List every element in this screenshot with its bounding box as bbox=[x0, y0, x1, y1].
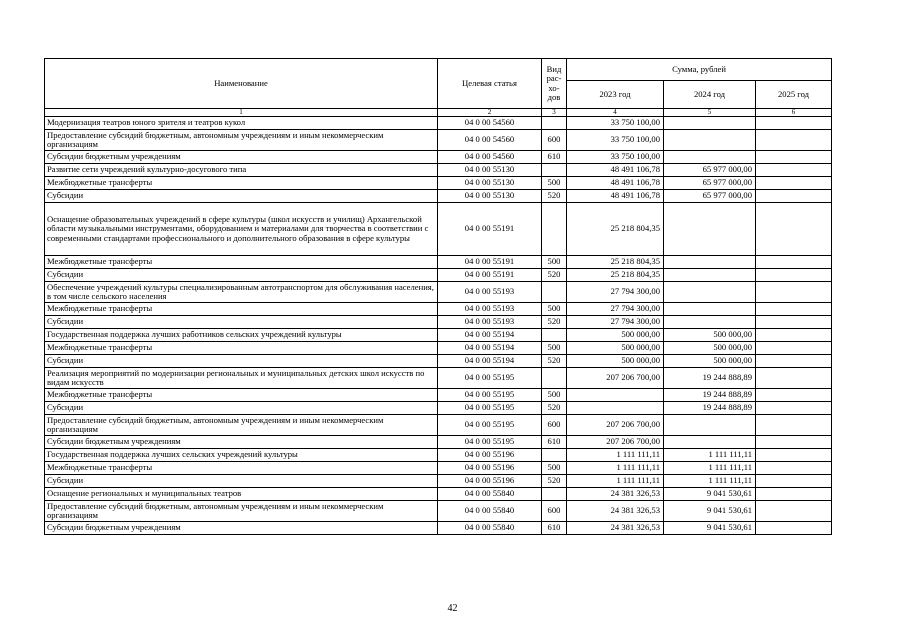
row-name: Субсидии бюджетным учреждениям bbox=[45, 436, 438, 449]
row-target-article: 04 0 00 55195 bbox=[438, 436, 542, 449]
row-sum-2023: 25 218 804,35 bbox=[567, 203, 664, 256]
row-name: Оснащение региональных и муниципальных театров bbox=[45, 488, 438, 501]
row-sum-2024: 9 041 530,61 bbox=[664, 501, 756, 522]
row-name: Субсидии bbox=[45, 355, 438, 368]
header-expense-type-line: Вид bbox=[546, 63, 562, 74]
row-sum-2025 bbox=[756, 462, 832, 475]
table-row bbox=[45, 488, 832, 501]
row-expense-type: 600 bbox=[542, 130, 567, 151]
row-sum-2024 bbox=[664, 256, 756, 269]
row-expense-type: 520 bbox=[542, 475, 567, 488]
row-sum-2025 bbox=[756, 316, 832, 329]
table-row bbox=[45, 303, 832, 316]
row-target-article: 04 0 00 55196 bbox=[438, 449, 542, 462]
row-expense-type: 500 bbox=[542, 462, 567, 475]
row-name: Государственная поддержка лучших сельских учреждений культуры bbox=[45, 449, 438, 462]
row-target-article: 04 0 00 55194 bbox=[438, 342, 542, 355]
row-sum-2024: 65 977 000,00 bbox=[664, 190, 756, 203]
row-name: Межбюджетные трансферты bbox=[45, 256, 438, 269]
header-year-2024: 2024 год bbox=[664, 81, 756, 109]
table-row bbox=[45, 151, 832, 164]
row-expense-type: 600 bbox=[542, 415, 567, 436]
row-sum-2025 bbox=[756, 282, 832, 303]
row-sum-2023: 33 750 100,00 bbox=[567, 151, 664, 164]
column-number: 4 bbox=[567, 109, 664, 117]
row-sum-2024 bbox=[664, 151, 756, 164]
row-sum-2024 bbox=[664, 415, 756, 436]
table-body bbox=[45, 117, 832, 535]
table-row bbox=[45, 190, 832, 203]
table-row bbox=[45, 415, 832, 436]
row-name: Межбюджетные трансферты bbox=[45, 303, 438, 316]
header-expense-type-line: хо- bbox=[548, 82, 560, 93]
table-row bbox=[45, 256, 832, 269]
column-number: 2 bbox=[438, 109, 542, 117]
row-sum-2023 bbox=[567, 402, 664, 415]
row-sum-2025 bbox=[756, 164, 832, 177]
row-name: Межбюджетные трансферты bbox=[45, 462, 438, 475]
row-sum-2025 bbox=[756, 303, 832, 316]
row-sum-2025 bbox=[756, 256, 832, 269]
table-row bbox=[45, 462, 832, 475]
row-sum-2025 bbox=[756, 436, 832, 449]
table-row bbox=[45, 316, 832, 329]
row-sum-2023 bbox=[567, 389, 664, 402]
row-name: Субсидии bbox=[45, 402, 438, 415]
row-sum-2024 bbox=[664, 282, 756, 303]
row-sum-2025 bbox=[756, 368, 832, 389]
row-sum-2024: 500 000,00 bbox=[664, 342, 756, 355]
row-target-article: 04 0 00 55840 bbox=[438, 501, 542, 522]
row-sum-2023: 33 750 100,00 bbox=[567, 117, 664, 130]
row-expense-type: 610 bbox=[542, 522, 567, 535]
row-sum-2024: 19 244 888,89 bbox=[664, 368, 756, 389]
row-target-article: 04 0 00 55193 bbox=[438, 303, 542, 316]
row-name: Межбюджетные трансферты bbox=[45, 177, 438, 190]
row-name: Предоставление субсидий бюджетным, автономным учреждениям и иным некоммерческим организациям bbox=[45, 501, 438, 522]
table-row bbox=[45, 329, 832, 342]
row-name: Субсидии бюджетным учреждениям bbox=[45, 151, 438, 164]
row-expense-type bbox=[542, 117, 567, 130]
row-sum-2023: 27 794 300,00 bbox=[567, 282, 664, 303]
row-sum-2023: 25 218 804,35 bbox=[567, 269, 664, 282]
row-target-article: 04 0 00 55195 bbox=[438, 368, 542, 389]
row-expense-type: 600 bbox=[542, 501, 567, 522]
row-target-article: 04 0 00 55196 bbox=[438, 462, 542, 475]
row-target-article: 04 0 00 54560 bbox=[438, 117, 542, 130]
table-row bbox=[45, 389, 832, 402]
row-expense-type bbox=[542, 488, 567, 501]
budget-table bbox=[44, 58, 832, 535]
row-name: Модернизация театров юного зрителя и театров кукол bbox=[45, 117, 438, 130]
row-expense-type: 610 bbox=[542, 436, 567, 449]
row-target-article: 04 0 00 55193 bbox=[438, 316, 542, 329]
row-expense-type: 500 bbox=[542, 389, 567, 402]
row-sum-2024 bbox=[664, 303, 756, 316]
row-name: Межбюджетные трансферты bbox=[45, 342, 438, 355]
row-target-article: 04 0 00 55191 bbox=[438, 203, 542, 256]
row-sum-2024 bbox=[664, 269, 756, 282]
row-sum-2025 bbox=[756, 177, 832, 190]
row-sum-2023: 500 000,00 bbox=[567, 342, 664, 355]
column-number: 3 bbox=[542, 109, 567, 117]
row-name: Субсидии bbox=[45, 316, 438, 329]
row-name: Оснащение образовательных учреждений в сфере культуры (школ искусств и училищ) Архангельской области музыкальными инструментами, оборудованием и материалами для творчества в соответствии с современными стандартами профессионального и дополнительного образования в сфере культуры bbox=[45, 203, 438, 256]
row-sum-2024 bbox=[664, 117, 756, 130]
row-target-article: 04 0 00 54560 bbox=[438, 130, 542, 151]
header-expense-type-line: дов bbox=[547, 91, 561, 102]
row-sum-2024: 9 041 530,61 bbox=[664, 488, 756, 501]
row-target-article: 04 0 00 55191 bbox=[438, 256, 542, 269]
row-sum-2025 bbox=[756, 522, 832, 535]
row-sum-2024: 1 111 111,11 bbox=[664, 475, 756, 488]
row-sum-2024: 19 244 888,89 bbox=[664, 402, 756, 415]
row-name: Субсидии bbox=[45, 475, 438, 488]
row-target-article: 04 0 00 55195 bbox=[438, 402, 542, 415]
row-expense-type: 520 bbox=[542, 316, 567, 329]
row-name: Предоставление субсидий бюджетным, автономным учреждениям и иным некоммерческим организациям bbox=[45, 415, 438, 436]
row-sum-2024 bbox=[664, 130, 756, 151]
budget-table-sheet bbox=[44, 58, 831, 535]
header-year-2025: 2025 год bbox=[756, 81, 832, 109]
table-row bbox=[45, 164, 832, 177]
row-expense-type: 520 bbox=[542, 402, 567, 415]
row-sum-2023: 24 381 326,53 bbox=[567, 488, 664, 501]
header-expense-type-line: рас- bbox=[546, 73, 562, 84]
row-target-article: 04 0 00 55196 bbox=[438, 475, 542, 488]
row-sum-2024: 500 000,00 bbox=[664, 329, 756, 342]
row-target-article: 04 0 00 55193 bbox=[438, 282, 542, 303]
table-row bbox=[45, 130, 832, 151]
row-sum-2025 bbox=[756, 402, 832, 415]
table-row bbox=[45, 402, 832, 415]
row-target-article: 04 0 00 54560 bbox=[438, 151, 542, 164]
row-sum-2023: 48 491 106,78 bbox=[567, 164, 664, 177]
header-sum: Сумма, рублей bbox=[567, 59, 832, 81]
row-expense-type bbox=[542, 368, 567, 389]
row-target-article: 04 0 00 55130 bbox=[438, 177, 542, 190]
row-sum-2025 bbox=[756, 269, 832, 282]
row-expense-type: 610 bbox=[542, 151, 567, 164]
row-name: Субсидии bbox=[45, 190, 438, 203]
row-sum-2024: 1 111 111,11 bbox=[664, 449, 756, 462]
table-row bbox=[45, 475, 832, 488]
row-target-article: 04 0 00 55840 bbox=[438, 488, 542, 501]
table-row bbox=[45, 177, 832, 190]
row-expense-type: 500 bbox=[542, 256, 567, 269]
row-sum-2025 bbox=[756, 415, 832, 436]
row-sum-2025 bbox=[756, 449, 832, 462]
row-expense-type bbox=[542, 203, 567, 256]
row-sum-2023: 48 491 106,78 bbox=[567, 177, 664, 190]
row-sum-2023: 25 218 804,35 bbox=[567, 256, 664, 269]
row-expense-type: 520 bbox=[542, 269, 567, 282]
row-expense-type bbox=[542, 329, 567, 342]
row-name: Реализация мероприятий по модернизации региональных и муниципальных детских школ искусств по видам искусств bbox=[45, 368, 438, 389]
column-number: 6 bbox=[756, 109, 832, 117]
row-sum-2024 bbox=[664, 316, 756, 329]
row-sum-2023: 1 111 111,11 bbox=[567, 449, 664, 462]
header-expense-type bbox=[542, 59, 567, 109]
row-name: Предоставление субсидий бюджетным, автономным учреждениям и иным некоммерческим организациям bbox=[45, 130, 438, 151]
row-sum-2025 bbox=[756, 329, 832, 342]
row-sum-2023: 24 381 326,53 bbox=[567, 522, 664, 535]
table-row bbox=[45, 436, 832, 449]
table-row bbox=[45, 522, 832, 535]
row-name: Государственная поддержка лучших работников сельских учреждений культуры bbox=[45, 329, 438, 342]
row-sum-2025 bbox=[756, 151, 832, 164]
row-expense-type: 500 bbox=[542, 303, 567, 316]
column-number: 5 bbox=[664, 109, 756, 117]
row-name: Субсидии bbox=[45, 269, 438, 282]
row-sum-2024: 500 000,00 bbox=[664, 355, 756, 368]
row-target-article: 04 0 00 55840 bbox=[438, 522, 542, 535]
row-sum-2025 bbox=[756, 355, 832, 368]
row-sum-2023: 33 750 100,00 bbox=[567, 130, 664, 151]
row-expense-type bbox=[542, 164, 567, 177]
row-sum-2025 bbox=[756, 190, 832, 203]
row-target-article: 04 0 00 55130 bbox=[438, 190, 542, 203]
table-row bbox=[45, 269, 832, 282]
row-expense-type: 500 bbox=[542, 342, 567, 355]
row-name: Обеспечение учреждений культуры специализированным автотранспортом для обслуживания населения, в том числе сельского населения bbox=[45, 282, 438, 303]
row-target-article: 04 0 00 55195 bbox=[438, 415, 542, 436]
row-expense-type: 500 bbox=[542, 177, 567, 190]
row-sum-2023: 27 794 300,00 bbox=[567, 316, 664, 329]
row-target-article: 04 0 00 55191 bbox=[438, 269, 542, 282]
row-expense-type bbox=[542, 449, 567, 462]
table-row bbox=[45, 282, 832, 303]
row-expense-type: 520 bbox=[542, 355, 567, 368]
row-sum-2025 bbox=[756, 488, 832, 501]
row-target-article: 04 0 00 55194 bbox=[438, 329, 542, 342]
row-sum-2023: 27 794 300,00 bbox=[567, 303, 664, 316]
table-row bbox=[45, 449, 832, 462]
row-sum-2024: 1 111 111,11 bbox=[664, 462, 756, 475]
row-sum-2023: 1 111 111,11 bbox=[567, 475, 664, 488]
row-sum-2023: 48 491 106,78 bbox=[567, 190, 664, 203]
row-name: Субсидии бюджетным учреждениям bbox=[45, 522, 438, 535]
table-row bbox=[45, 368, 832, 389]
row-sum-2024 bbox=[664, 203, 756, 256]
row-sum-2024: 65 977 000,00 bbox=[664, 164, 756, 177]
row-sum-2023: 500 000,00 bbox=[567, 329, 664, 342]
row-sum-2024: 19 244 888,89 bbox=[664, 389, 756, 402]
table-row bbox=[45, 342, 832, 355]
row-sum-2024 bbox=[664, 436, 756, 449]
row-sum-2023: 207 206 700,00 bbox=[567, 415, 664, 436]
column-number: 1 bbox=[45, 109, 438, 117]
row-sum-2023: 500 000,00 bbox=[567, 355, 664, 368]
row-sum-2025 bbox=[756, 475, 832, 488]
row-name: Развитие сети учреждений культурно-досугового типа bbox=[45, 164, 438, 177]
row-target-article: 04 0 00 55130 bbox=[438, 164, 542, 177]
row-sum-2025 bbox=[756, 389, 832, 402]
row-sum-2025 bbox=[756, 117, 832, 130]
row-sum-2025 bbox=[756, 203, 832, 256]
table-row bbox=[45, 203, 832, 256]
header-year-2023: 2023 год bbox=[567, 81, 664, 109]
row-sum-2025 bbox=[756, 342, 832, 355]
row-target-article: 04 0 00 55195 bbox=[438, 389, 542, 402]
row-sum-2023: 1 111 111,11 bbox=[567, 462, 664, 475]
row-sum-2023: 207 206 700,00 bbox=[567, 436, 664, 449]
table-row bbox=[45, 117, 832, 130]
row-expense-type bbox=[542, 282, 567, 303]
column-number-row bbox=[45, 109, 832, 117]
row-expense-type: 520 bbox=[542, 190, 567, 203]
row-sum-2024: 9 041 530,61 bbox=[664, 522, 756, 535]
row-target-article: 04 0 00 55194 bbox=[438, 355, 542, 368]
row-sum-2025 bbox=[756, 501, 832, 522]
header-target-article: Целевая статья bbox=[438, 59, 542, 109]
row-sum-2025 bbox=[756, 130, 832, 151]
page-number: 42 bbox=[447, 603, 458, 614]
header-name: Наименование bbox=[45, 59, 438, 109]
table-row bbox=[45, 355, 832, 368]
row-sum-2024: 65 977 000,00 bbox=[664, 177, 756, 190]
row-name: Межбюджетные трансферты bbox=[45, 389, 438, 402]
row-sum-2023: 24 381 326,53 bbox=[567, 501, 664, 522]
table-row bbox=[45, 501, 832, 522]
row-sum-2023: 207 206 700,00 bbox=[567, 368, 664, 389]
